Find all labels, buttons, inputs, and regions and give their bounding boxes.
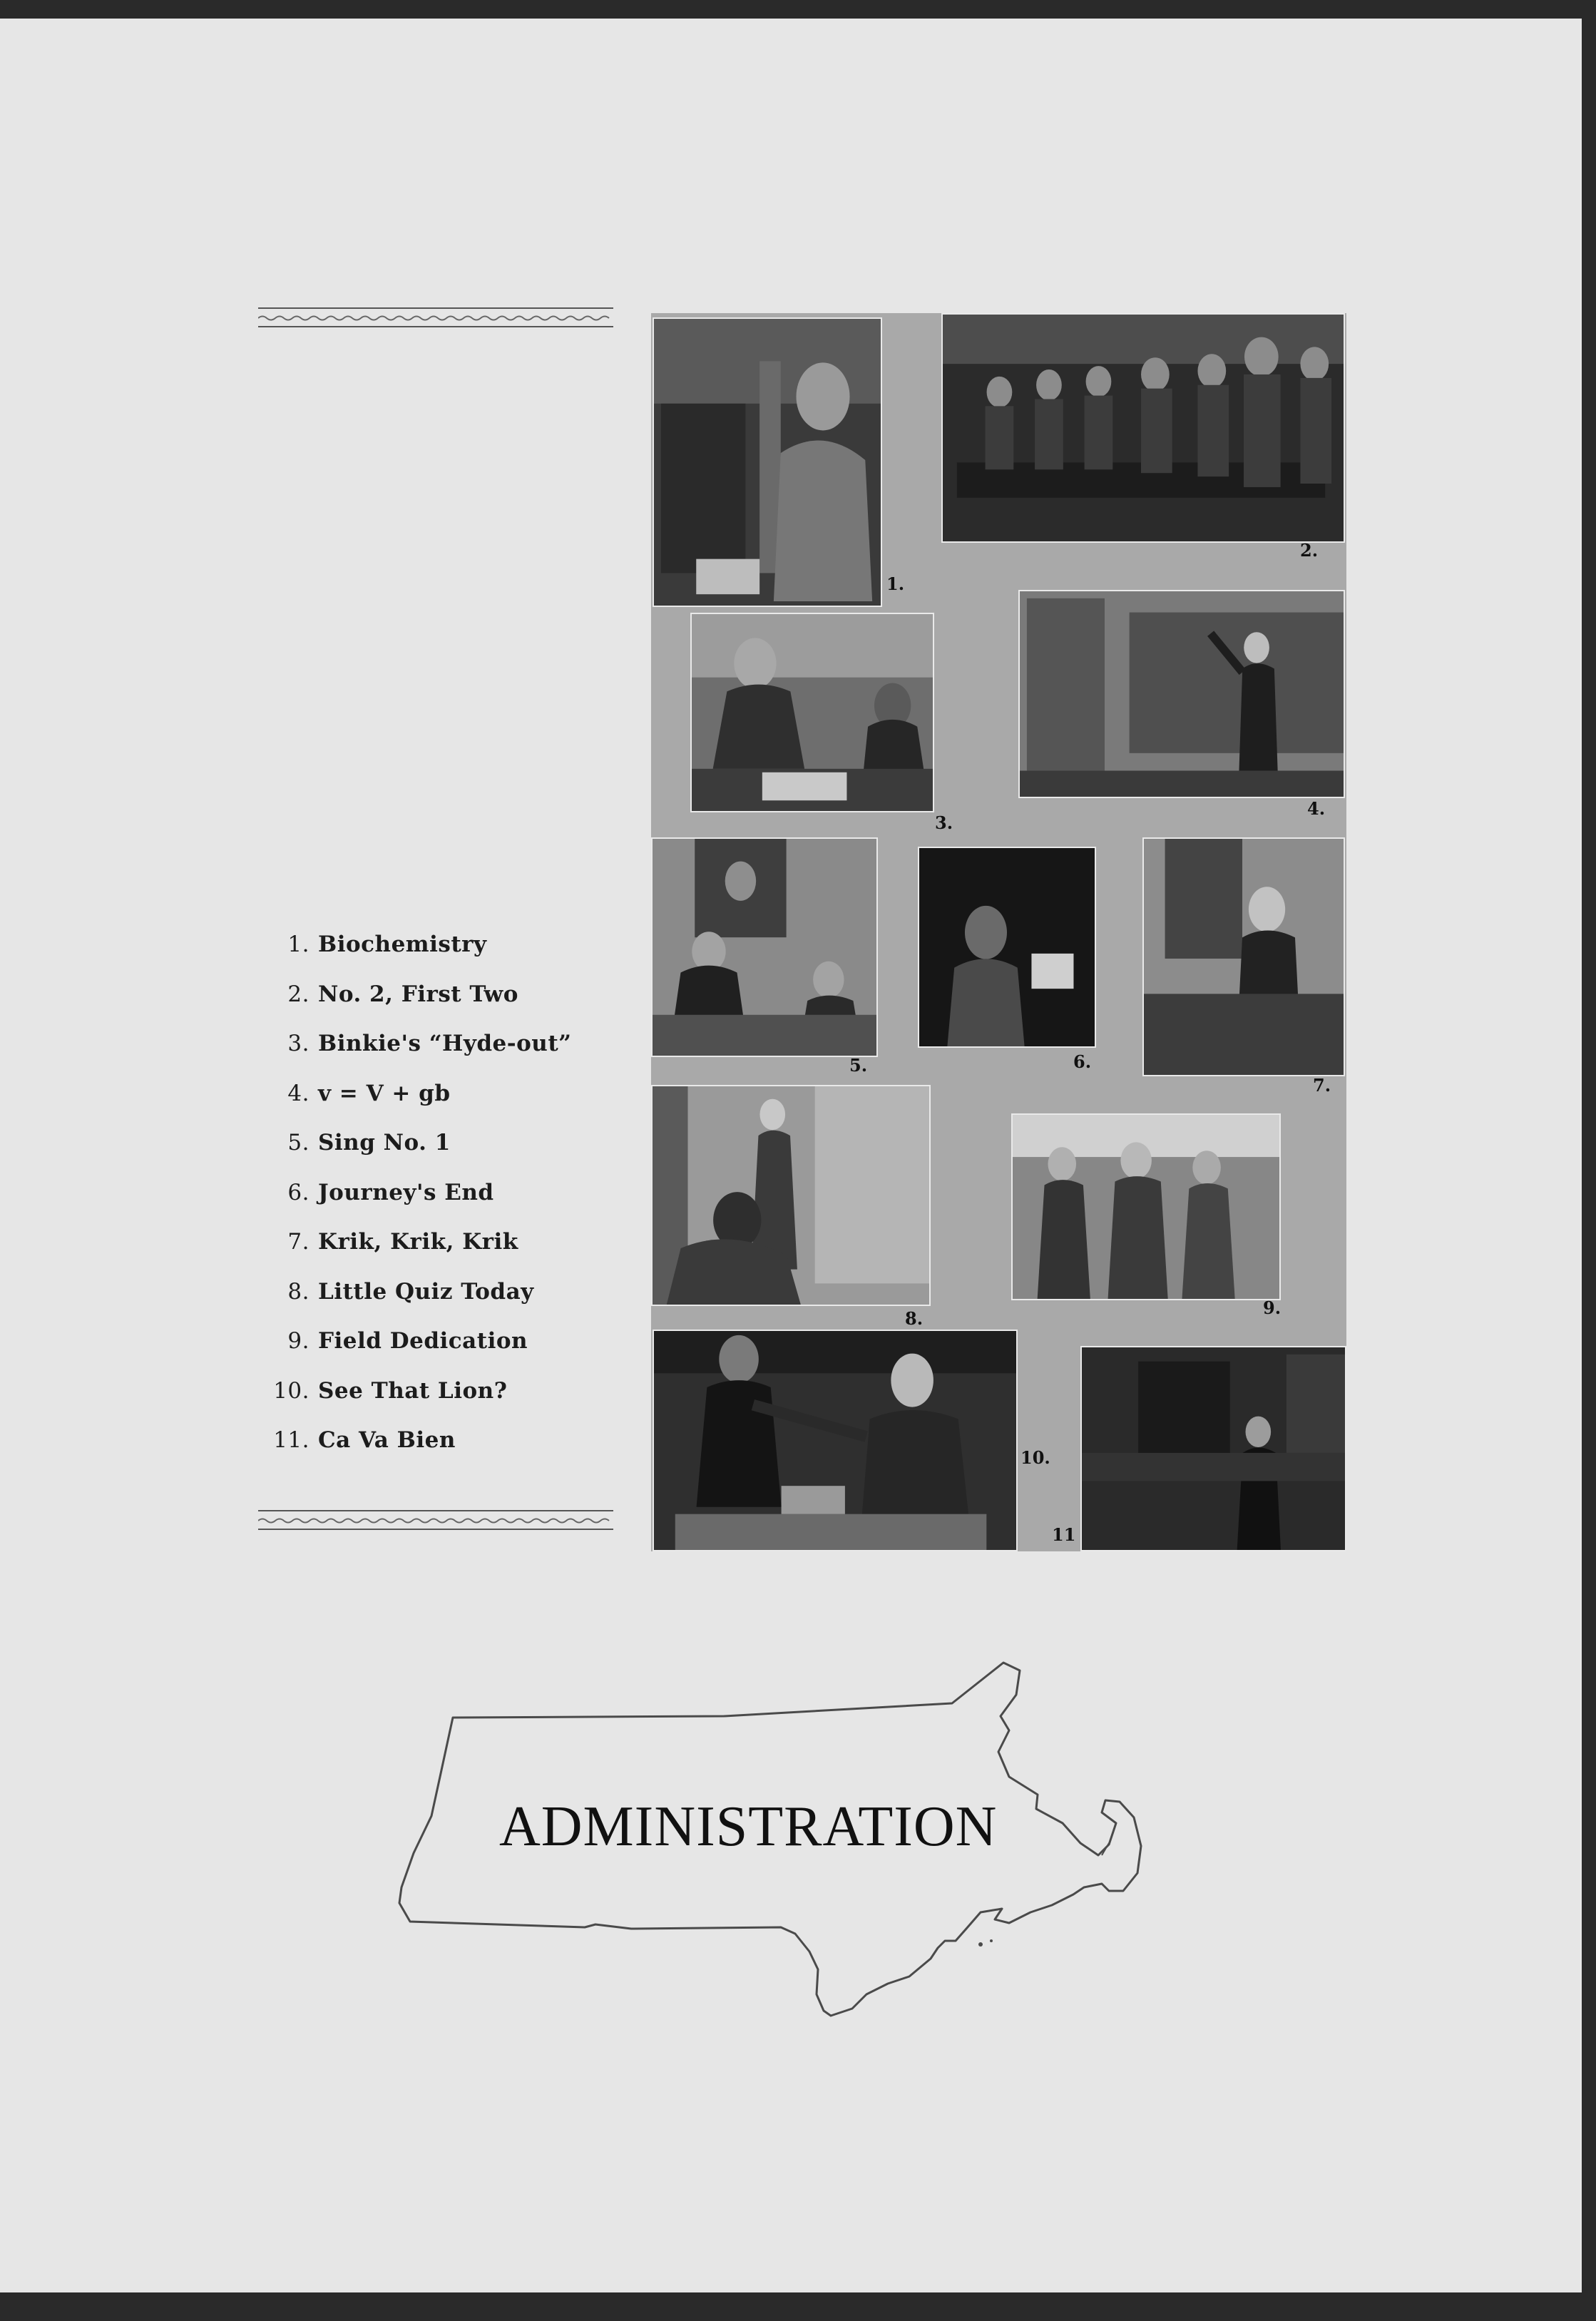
caption-number: 1.: [287, 932, 310, 957]
photo-little-quiz: [651, 1085, 931, 1306]
caption-text: Krik, Krik, Krik: [318, 1229, 518, 1255]
photo-krik: [1142, 837, 1345, 1076]
photo-field-dedication: [1011, 1113, 1281, 1300]
caption-text: Sing No. 1: [318, 1130, 451, 1156]
photo-ca-va-bien: [1080, 1346, 1346, 1551]
photo-number: 10.: [1020, 1447, 1050, 1468]
caption-text: Little Quiz Today: [318, 1278, 534, 1305]
photo-number: 6.: [1073, 1051, 1092, 1072]
caption-number: 9.: [287, 1328, 310, 1354]
caption-text: v = V + gb: [318, 1080, 451, 1106]
photo-number: 8.: [905, 1308, 924, 1329]
caption-item: [257, 1277, 613, 1327]
caption-number: 2.: [287, 981, 310, 1007]
caption-number: 10.: [273, 1377, 310, 1404]
photo-blackboard: [1018, 590, 1345, 798]
caption-number: 6.: [287, 1179, 310, 1205]
caption-text: Journey's End: [318, 1179, 494, 1205]
photo-see-that-lion: [653, 1330, 1018, 1551]
caption-item: [257, 980, 613, 1030]
caption-item: [257, 1128, 613, 1178]
caption-text: Field Dedication: [318, 1328, 528, 1354]
caption-text: No. 2, First Two: [318, 981, 518, 1007]
state-outline-map: [396, 1659, 1280, 2116]
caption-number: 4.: [287, 1080, 310, 1106]
caption-item: [257, 1228, 613, 1277]
caption-item: [257, 1079, 613, 1129]
caption-item: [257, 930, 613, 980]
caption-item: [257, 1029, 613, 1079]
section-title: ADMINISTRATION: [499, 1795, 998, 1858]
caption-number: 5.: [287, 1130, 310, 1156]
photo-number: 9.: [1263, 1297, 1282, 1318]
photo-number: 11: [1052, 1524, 1076, 1545]
caption-item: [257, 1178, 613, 1228]
caption-item: [257, 1426, 613, 1476]
photo-number: 7.: [1313, 1075, 1331, 1096]
caption-text: Biochemistry: [318, 932, 487, 957]
photo-sing: [651, 837, 878, 1057]
photo-first-two: [941, 313, 1345, 543]
yearbook-page: [0, 19, 1582, 2292]
caption-item: [257, 1377, 613, 1427]
caption-number: 3.: [287, 1031, 310, 1056]
caption-number: 7.: [287, 1229, 310, 1255]
photo-journeys-end: [918, 847, 1096, 1048]
photo-number: 3.: [935, 812, 953, 833]
caption-text: See That Lion?: [318, 1377, 508, 1404]
caption-number: 11.: [273, 1427, 310, 1453]
photo-biochemistry: [653, 317, 882, 607]
photo-number: 5.: [849, 1055, 868, 1076]
caption-text: Ca Va Bien: [318, 1427, 456, 1453]
photo-number: 1.: [886, 573, 905, 594]
caption-number: 8.: [287, 1278, 310, 1305]
photo-collage: [651, 313, 1346, 1551]
photo-number: 2.: [1300, 540, 1319, 561]
photo-hyde-out: [690, 613, 934, 812]
decorative-rule-top: [258, 304, 613, 332]
caption-item: [257, 1327, 613, 1377]
decorative-rule-bottom: [258, 1506, 613, 1535]
photo-number: 4.: [1307, 798, 1326, 819]
state-outline-icon: [396, 1659, 1280, 2116]
caption-text: Binkie's “Hyde-out”: [318, 1031, 572, 1056]
photo-captions-list: [257, 930, 613, 1476]
